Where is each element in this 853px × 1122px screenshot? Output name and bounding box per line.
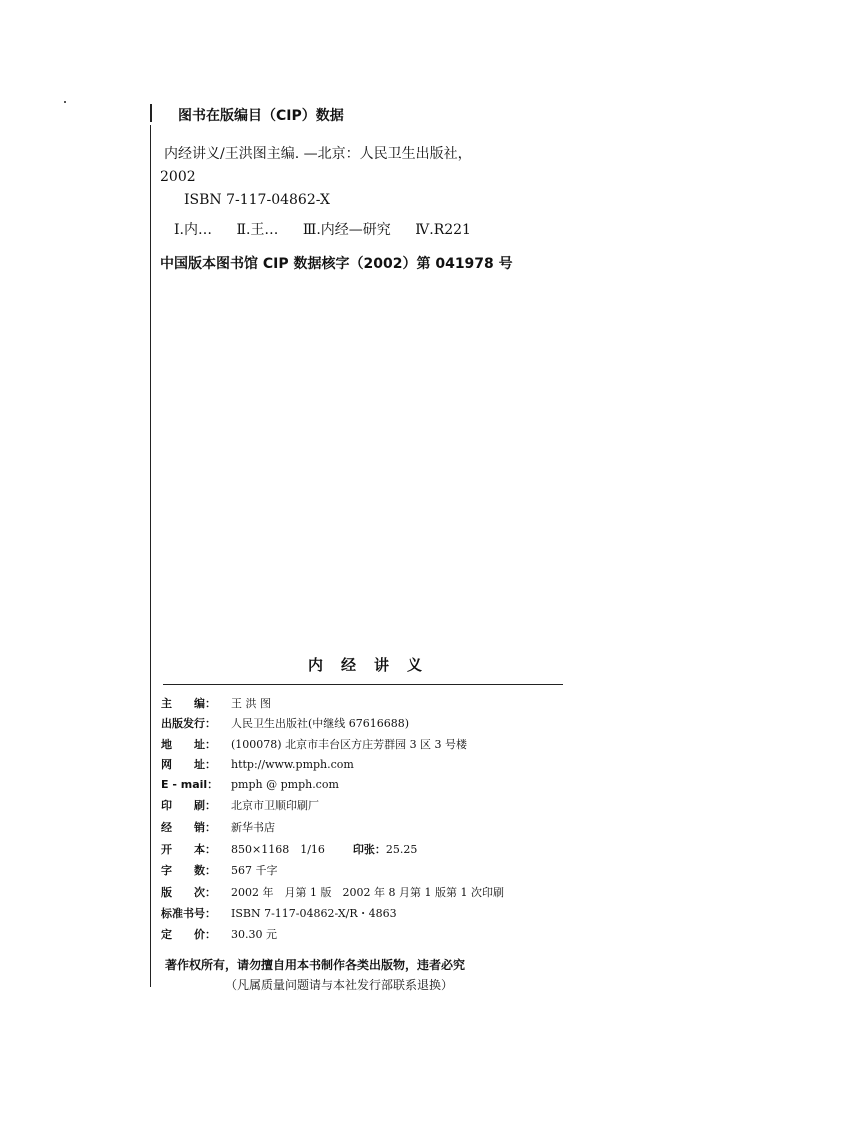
colophon-row-email: [161, 775, 339, 795]
colophon-label: 字 数：: [161, 864, 216, 877]
returns-notice: （凡属质量问题请与本社发行部联系退换）: [225, 978, 454, 992]
colophon-label: 印张：: [352, 843, 386, 856]
cip-year-line: 2002: [160, 169, 196, 185]
colophon-label: 网 址：: [161, 758, 216, 771]
colophon-label: 地 址：: [161, 738, 216, 751]
cip-isbn: ISBN 7-117-04862-X: [184, 192, 330, 208]
colophon-label: 版 次：: [161, 886, 216, 899]
colophon-label: E - mail：: [161, 778, 219, 791]
colophon-row-address: [161, 735, 467, 755]
colophon-value: pmph @ pmph.com: [231, 778, 339, 791]
colophon-row-edition: [161, 883, 504, 903]
colophon-value: 30.30 元: [231, 928, 277, 941]
binding-edge-mark: [150, 104, 152, 122]
copyright-notice: 著作权所有，请勿擅自用本书制作各类出版物，违者必究: [165, 958, 466, 972]
colophon-value: 王 洪 图: [231, 697, 271, 710]
colophon-value: 北京市卫顺印刷厂: [231, 799, 319, 812]
colophon-value: 567 千字: [231, 864, 278, 877]
colophon-row-price: [161, 925, 277, 945]
colophon-value: 新华书店: [231, 821, 275, 834]
colophon-row-wordcount: [161, 861, 278, 881]
cip-class-2: Ⅱ.王…: [236, 222, 279, 238]
colophon-row-isbn: [161, 904, 397, 924]
cip-class-4: Ⅳ.R221: [415, 222, 471, 238]
colophon-row-printer: [161, 796, 319, 816]
colophon-row-website: [161, 755, 354, 775]
colophon-value: 850×1168 1/16: [231, 843, 325, 856]
colophon-value: (100078) 北京市丰台区方庄芳群园 3 区 3 号楼: [231, 738, 468, 751]
colophon-label: 定 价：: [161, 928, 216, 941]
cip-heading: 图书在版编目（CIP）数据: [178, 108, 344, 124]
colophon-value: 2002 年 月第 1 版 2002 年 8 月第 1 版第 1 次印刷: [231, 886, 504, 899]
colophon-row-distributor: [161, 818, 275, 838]
cip-class-1: Ⅰ.内…: [174, 222, 212, 238]
cip-classification: [174, 219, 471, 241]
colophon-label: 主 编：: [161, 697, 216, 710]
colophon-value: 25.25: [385, 843, 418, 856]
colophon-label: 印 刷：: [161, 799, 216, 812]
colophon-label: 经 销：: [161, 821, 216, 834]
cip-class-3: Ⅲ.内经—研究: [302, 222, 391, 238]
cip-record-number: 中国版本图书馆 CIP 数据核字（2002）第 041978 号: [160, 256, 513, 272]
colophon-row-editor: [161, 694, 271, 714]
colophon-label: 标准书号：: [161, 907, 216, 920]
colophon-value: ISBN 7-117-04862-X/R・4863: [231, 907, 397, 920]
colophon-value: 人民卫生出版社(中继线 67616688): [231, 717, 410, 730]
binding-edge-line: [150, 125, 151, 987]
book-title: 内经讲义: [308, 656, 441, 674]
colophon-value: http://www.pmph.com: [231, 758, 354, 771]
colophon-row-format: [161, 840, 417, 860]
colophon-label: 出版发行：: [161, 717, 216, 730]
stray-mark: [64, 101, 66, 103]
colophon-label: 开 本：: [161, 843, 216, 856]
colophon-row-publisher: [161, 714, 409, 734]
title-rule: [163, 684, 563, 685]
cip-title-line: 内经讲义/王洪图主编. —北京：人民卫生出版社，: [164, 146, 472, 162]
